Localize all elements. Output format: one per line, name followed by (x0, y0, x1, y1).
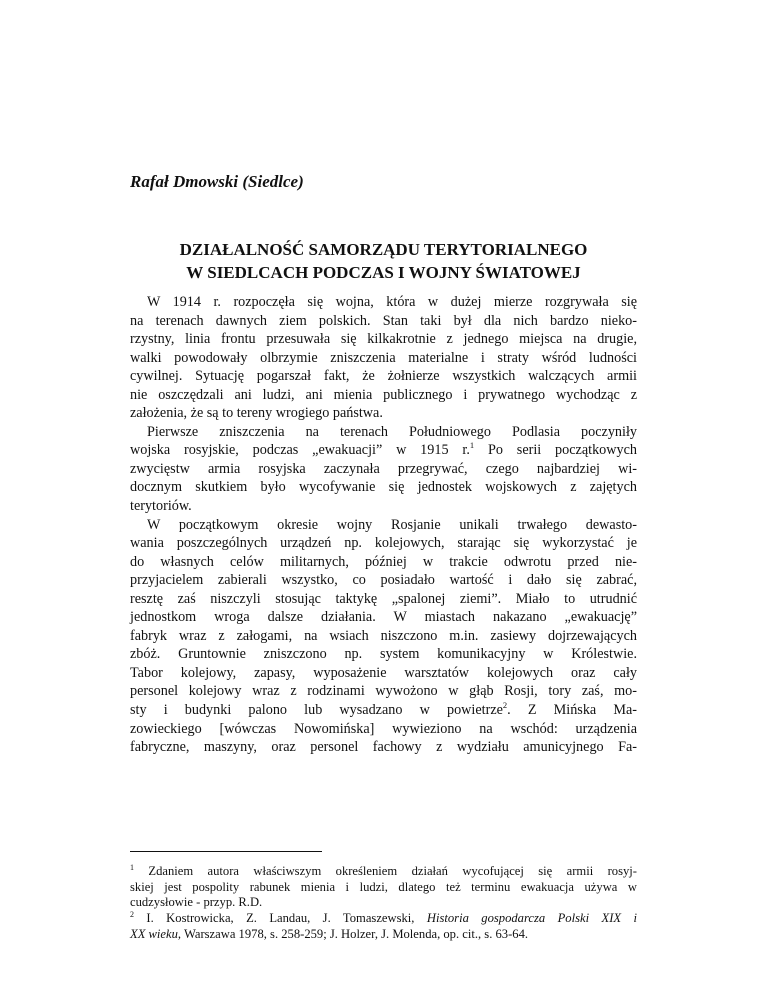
paragraph-1 (130, 293, 637, 423)
text-line: rzystny, linia frontu przesuwała się kilkakrotnie z jednego miejsca na drugie, (130, 331, 637, 348)
text-line: fabryczne, maszyny, oraz personel fachowy z wydziału amunicyjnego Fa- (130, 739, 637, 756)
text-line: zwycięstw armia rosyjska zaczynała przegrywać, czego najbardziej wi- (130, 460, 637, 477)
paragraph-2 (130, 423, 637, 516)
text-line: resztę zaś niszczyli stosując taktykę „spalonej ziemi”. Miało to utrudnić (130, 590, 637, 607)
title-line-1: DZIAŁALNOŚĆ SAMORZĄDU TERYTORIALNEGO (179, 240, 588, 259)
text-line: założenia, że są to tereny wrogiego państwa. (130, 405, 383, 422)
text-line: fabryk wraz z załogami, na wsiach niszczono m.in. zasiewy dojrzewających (130, 627, 637, 644)
title-line-2: W SIEDLCACH PODCZAS I WOJNY ŚWIATOWEJ (186, 263, 581, 282)
text-line: walki powodowały olbrzymie zniszczenia materialne i straty wśród ludności (130, 349, 637, 366)
text-line: do własnych celów militarnych, później w trakcie odwrotu przed nie- (130, 553, 637, 570)
footnote-ref-1: 1 (469, 440, 475, 451)
footnote-ref-2: 2 (502, 700, 508, 711)
text-segment: Po serii początkowych (474, 442, 637, 459)
citation-title: XX wieku, (130, 926, 182, 941)
text-segment: Warszawa 1978, s. 258-259; J. Holzer, J. Molenda, op. cit., s. 63-64. (181, 926, 529, 941)
text-line (130, 864, 637, 880)
text-line: zbóż. Gruntownie zniszczono np. system komunikacyjny w Królestwie. (130, 646, 637, 663)
text-line (130, 911, 637, 927)
text-line (130, 927, 637, 943)
author-heading: Rafał Dmowski (Siedlce) (130, 172, 304, 191)
text-line (130, 441, 637, 460)
text-line: Tabor kolejowy, zapasy, wyposażenie warsztatów kolejowych oraz cały (130, 664, 637, 681)
text-line (130, 701, 637, 720)
text-segment: I. Kostrowicka, Z. Landau, J. Tomaszewski, (134, 911, 427, 926)
text-segment: Zdaniem autora właściwszym określeniem działań wycofującej się armii rosyj- (134, 864, 637, 878)
footnote-separator (130, 851, 322, 852)
text-line: cywilnej. Sytuację pogarszał fakt, że żołnierze wszystkich walczących armii (130, 368, 637, 385)
text-line: jednostkom wroga dalsze działania. W miastach nakazano „ewakuację” (130, 609, 637, 626)
text-line: Pierwsze zniszczenia na terenach Południowego Podlasia poczyniły (147, 423, 637, 440)
text-segment: . Z Mińska Ma- (507, 702, 637, 719)
citation-title: Historia gospodarcza Polski XIX i (426, 911, 637, 926)
text-line: cudzysłowie - przyp. R.D. (130, 895, 263, 910)
text-line: W początkowym okresie wojny Rosjanie unikali trwałego dewasto- (147, 516, 637, 533)
footnote-2 (130, 911, 637, 942)
footnotes (130, 864, 637, 942)
text-line: terytoriów. (130, 498, 192, 515)
paragraph-3 (130, 516, 637, 757)
text-segment: wojska rosyjskie, podczas „ewakuacji” w 1915 r. (130, 442, 470, 459)
footnote-number: 2 (130, 910, 134, 920)
article-title (130, 238, 637, 284)
text-line: przyjacielem zabierali wszystko, co posiadało wartość i dało się zabrać, (130, 572, 637, 589)
footnote-1 (130, 864, 637, 911)
text-segment: sty i budynki palono lub wysadzano w powietrze (130, 702, 503, 719)
footnote-number: 1 (130, 863, 134, 872)
text-line: nie oszczędzali ani ludzi, ani mienia publicznego i prywatnego wychodząc z (130, 386, 637, 403)
text-line: skiej jest pospolity rabunek mienia i ludzi, dlatego też terminu ewakuacja używa w (130, 879, 637, 894)
text-line: wania poszczególnych urządzeń np. kolejowych, starając się wykorzystać je (130, 535, 637, 552)
article-body (130, 293, 637, 757)
text-line: docznym skutkiem było wycofywanie się jednostek wojskowych z zajętych (130, 479, 637, 496)
text-line: W 1914 r. rozpoczęła się wojna, która w dużej mierze rozgrywała się (147, 294, 637, 310)
text-line: zowieckiego [wówczas Nowomińska] wywieziono na wschód: urządzenia (130, 720, 637, 737)
text-line: na terenach dawnych ziem polskich. Stan taki był dla nich bardzo nieko- (130, 312, 637, 329)
text-line: personel kolejowy wraz z rodzinami wywożono w głąb Rosji, tory zaś, mo- (130, 683, 637, 700)
